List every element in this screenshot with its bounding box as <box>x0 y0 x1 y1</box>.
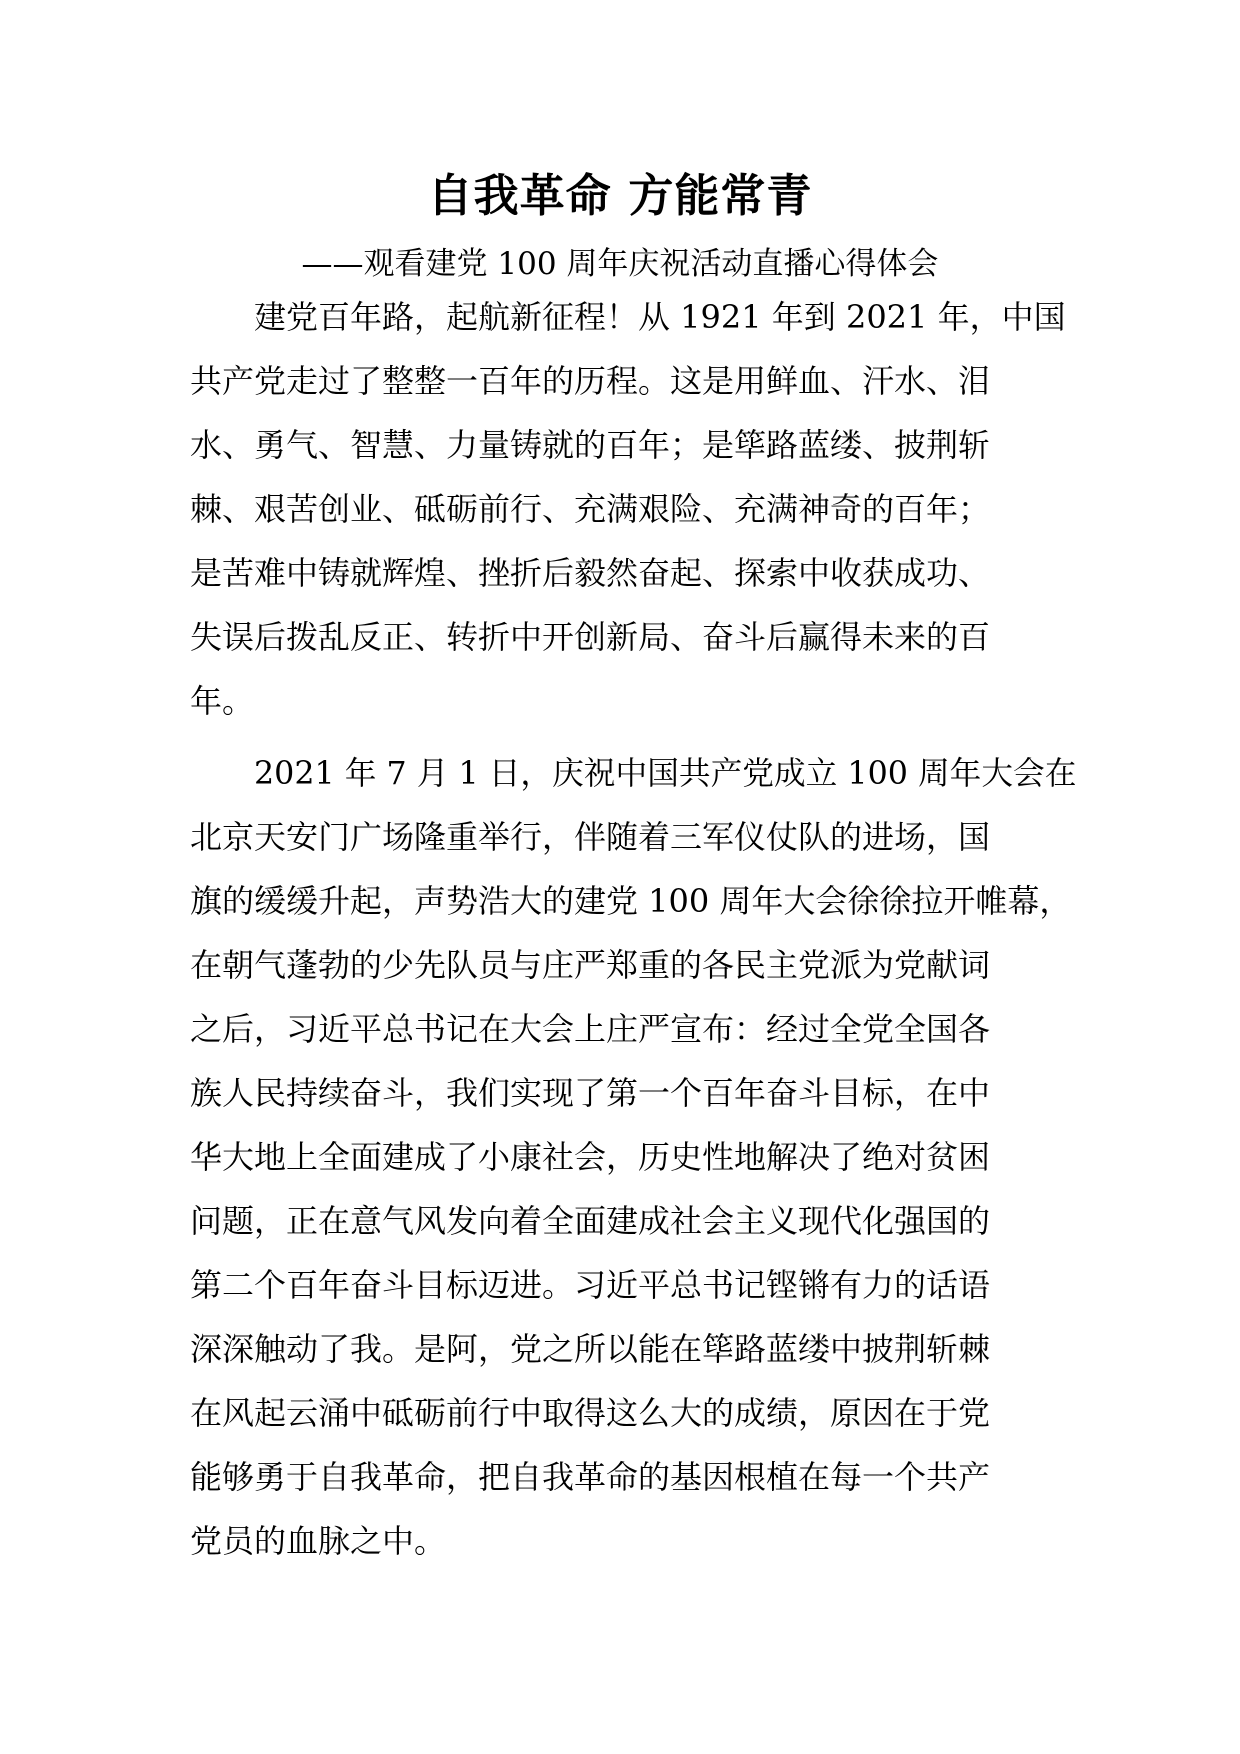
paragraph-line: 旗的缓缓升起，声势浩大的建党 100 周年大会徐徐拉开帷幕， <box>190 882 1072 920</box>
paragraph-line: 水、勇气、智慧、力量铸就的百年；是筚路蓝缕、披荆斩 <box>190 426 991 464</box>
document-subtitle: ——观看建党 100 周年庆祝活动直播心得体会 <box>301 246 939 282</box>
paragraph-line: 建党百年路，起航新征程！从 1921 年到 2021 年，中国 <box>254 298 1066 336</box>
paragraph-line: 党员的血脉之中。 <box>190 1522 447 1560</box>
paragraph-line: 第二个百年奋斗目标迈进。习近平总书记铿锵有力的话语 <box>190 1266 991 1304</box>
paragraph-line: 族人民持续奋斗，我们实现了第一个百年奋斗目标，在中 <box>190 1074 991 1112</box>
paragraph-line: 是苦难中铸就辉煌、挫折后毅然奋起、探索中收获成功、 <box>190 554 991 592</box>
paragraph-line: 之后，习近平总书记在大会上庄严宣布：经过全党全国各 <box>190 1010 991 1048</box>
document-title: 自我革命 方能常青 <box>427 169 813 222</box>
paragraph-line: 问题，正在意气风发向着全面建成社会主义现代化强国的 <box>190 1202 991 1240</box>
paragraph-line: 2021 年 7 月 1 日，庆祝中国共产党成立 100 周年大会在 <box>254 754 1077 792</box>
paragraph-line: 能够勇于自我革命，把自我革命的基因根植在每一个共产 <box>190 1458 991 1496</box>
paragraph-line: 共产党走过了整整一百年的历程。这是用鲜血、汗水、泪 <box>190 362 991 400</box>
paragraph-line: 华大地上全面建成了小康社会，历史性地解决了绝对贫困 <box>190 1138 991 1176</box>
paragraph-line: 深深触动了我。是阿，党之所以能在筚路蓝缕中披荆斩棘 <box>190 1330 991 1368</box>
paragraph-line: 年。 <box>190 682 255 720</box>
paragraph-line: 在朝气蓬勃的少先队员与庄严郑重的各民主党派为党献词 <box>190 946 991 984</box>
paragraph-line: 在风起云涌中砥砺前行中取得这么大的成绩，原因在于党 <box>190 1394 991 1432</box>
paragraph-line: 失误后拨乱反正、转折中开创新局、奋斗后赢得未来的百 <box>190 618 991 656</box>
paragraph-line: 北京天安门广场隆重举行，伴随着三军仪仗队的进场，国 <box>190 818 991 856</box>
paragraph-line: 棘、艰苦创业、砥砺前行、充满艰险、充满神奇的百年； <box>190 490 991 528</box>
